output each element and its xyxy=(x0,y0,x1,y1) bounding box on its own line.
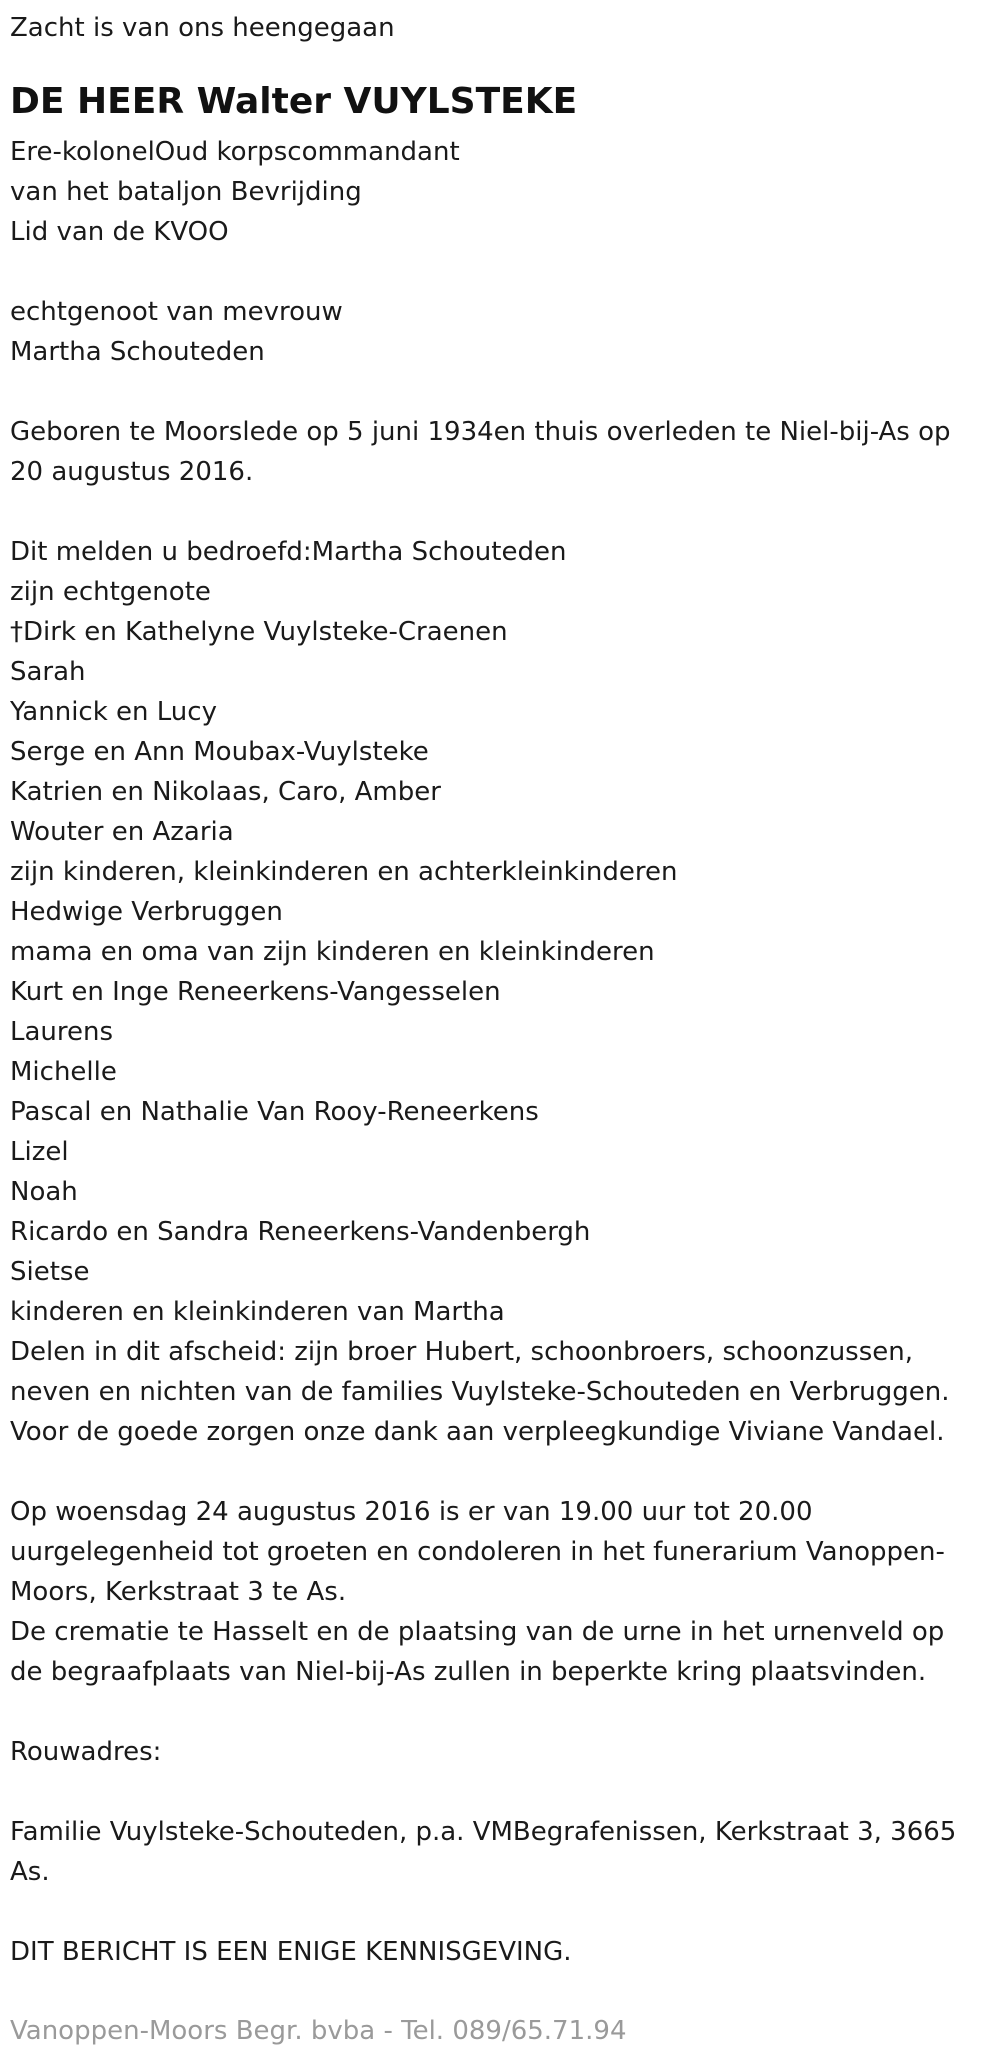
titles-block xyxy=(10,132,985,252)
title-line: Lid van de KVOO xyxy=(10,217,229,247)
family-line: Noah xyxy=(10,1177,78,1207)
title-line: Ere-kolonelOud korpscommandant xyxy=(10,137,460,167)
family-line: Delen in dit afscheid: zijn broer Hubert, schoonbroers, schoonzussen, xyxy=(10,1337,914,1367)
address-label: Rouwadres: xyxy=(10,1737,162,1767)
address-line: Familie Vuylsteke-Schouteden, p.a. VMBegrafenissen, Kerkstraat 3, 3665 xyxy=(10,1817,957,1847)
spacer xyxy=(10,1892,985,1932)
family-line: Voor de goede zorgen onze dank aan verpleegkundige Viviane Vandael. xyxy=(10,1417,945,1447)
family-line: Yannick en Lucy xyxy=(10,697,217,727)
family-line: Michelle xyxy=(10,1057,117,1087)
ceremony-line: Moors, Kerkstraat 3 te As. xyxy=(10,1577,347,1607)
spouse-line: echtgenoot van mevrouw xyxy=(10,297,343,327)
family-line: kinderen en kleinkinderen van Martha xyxy=(10,1297,505,1327)
family-line: Katrien en Nikolaas, Caro, Amber xyxy=(10,777,441,807)
spacer xyxy=(10,1772,985,1812)
deceased-name-heading: DE HEER Walter VUYLSTEKE xyxy=(10,81,578,122)
family-line: zijn echtgenote xyxy=(10,577,211,607)
family-line: Laurens xyxy=(10,1017,114,1047)
ceremony-block xyxy=(10,1492,985,1692)
birth-death-block xyxy=(10,412,985,492)
address-block xyxy=(10,1812,985,1892)
spacer xyxy=(10,252,985,292)
spacer xyxy=(10,1452,985,1492)
family-line: Serge en Ann Moubax-Vuylsteke xyxy=(10,737,429,767)
spacer xyxy=(10,1692,985,1732)
family-line: mama en oma van zijn kinderen en kleinkinderen xyxy=(10,937,655,967)
family-line: Dit melden u bedroefd:Martha Schouteden xyxy=(10,537,567,567)
spacer xyxy=(10,372,985,412)
family-line: Sarah xyxy=(10,657,86,687)
family-line: Ricardo en Sandra Reneerkens-Vandenbergh xyxy=(10,1217,591,1247)
family-line: Hedwige Verbruggen xyxy=(10,897,283,927)
family-line: Lizel xyxy=(10,1137,69,1167)
family-line: Sietse xyxy=(10,1257,90,1287)
family-line: zijn kinderen, kleinkinderen en achterkleinkinderen xyxy=(10,857,678,887)
birth-death-line: 20 augustus 2016. xyxy=(10,457,254,487)
obituary-notice xyxy=(10,8,985,1972)
spouse-line: Martha Schouteden xyxy=(10,337,265,367)
notice-text: DIT BERICHT IS EEN ENIGE KENNISGEVING. xyxy=(10,1937,572,1967)
ceremony-line: de begraafplaats van Niel-bij-As zullen in beperkte kring plaatsvinden. xyxy=(10,1657,927,1687)
family-line: Wouter en Azaria xyxy=(10,817,234,847)
spouse-block xyxy=(10,292,985,372)
address-line: As. xyxy=(10,1857,50,1887)
family-line: †Dirk en Kathelyne Vuylsteke-Craenen xyxy=(10,617,508,647)
family-line: Kurt en Inge Reneerkens-Vangesselen xyxy=(10,977,501,1007)
intro-text: Zacht is van ons heengegaan xyxy=(10,13,395,43)
family-line: neven en nichten van de families Vuylsteke-Schouteden en Verbruggen. xyxy=(10,1377,950,1407)
ceremony-line: De crematie te Hasselt en de plaatsing van de urne in het urnenveld op xyxy=(10,1617,945,1647)
spacer xyxy=(10,492,985,532)
family-line: Pascal en Nathalie Van Rooy-Reneerkens xyxy=(10,1097,539,1127)
ceremony-line: uurgelegenheid tot groeten en condoleren in het funerarium Vanoppen- xyxy=(10,1537,945,1567)
birth-death-line: Geboren te Moorslede op 5 juni 1934en thuis overleden te Niel-bij-As op xyxy=(10,417,951,447)
funeral-home-footer: Vanoppen-Moors Begr. bvba - Tel. 089/65.71.94 xyxy=(10,2016,627,2046)
title-line: van het bataljon Bevrijding xyxy=(10,177,362,207)
family-block xyxy=(10,532,985,1452)
ceremony-line: Op woensdag 24 augustus 2016 is er van 19.00 uur tot 20.00 xyxy=(10,1497,813,1527)
